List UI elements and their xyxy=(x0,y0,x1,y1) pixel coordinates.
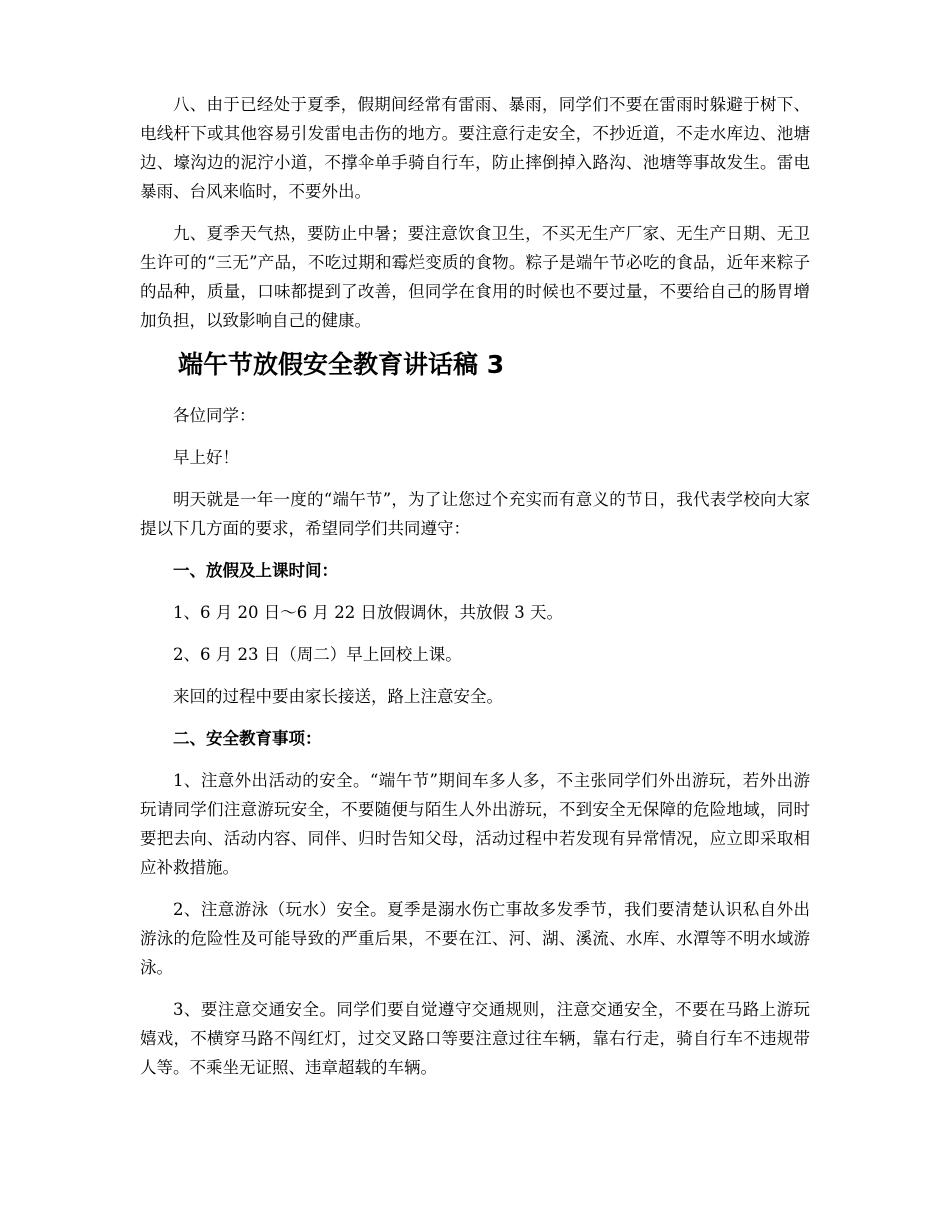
section1-title: 一、放假及上课时间： xyxy=(173,561,338,580)
section1-item-2: 2、6 月 23 日（周二）早上回校上课。 xyxy=(173,645,462,664)
section2-title: 二、安全教育事项： xyxy=(173,729,322,748)
section2-item-3: 3、要注意交通安全。同学们要自觉遵守交通规则，注意交通安全，不要在马路上游玩嬉戏，不横穿马路不闯红灯，过交叉路口等要注意过往车辆，靠右行走，骑自行车不违规带人等。不乘坐无证照、违章超载的车辆。 xyxy=(140,1000,810,1077)
section1-item-1: 1、6 月 20 日～6 月 22 日放假调休，共放假 3 天。 xyxy=(173,603,563,622)
document-page xyxy=(140,90,810,1082)
paragraph-eight: 八、由于已经处于夏季，假期间经常有雷雨、暴雨，同学们不要在雷雨时躲避于树下、电线杆下或其他容易引发雷电击伤的地方。要注意行走安全，不抄近道，不走水库边、池塘边、壕沟边的泥泞小道，不撑伞单手骑自行车，防止摔倒掉入路沟、池塘等事故发生。雷电暴雨、台风来临时，不要外出。 xyxy=(140,95,810,201)
section2-item-1: 1、注意外出活动的安全。“端午节”期间车多人多，不主张同学们外出游玩，若外出游玩请同学们注意游玩安全，不要随便与陌生人外出游玩，不到安全无保障的危险地域，同时要把去向、活动内容、同伴、归时告知父母，活动过程中若发现有异常情况，应立即采取相应补救措施。 xyxy=(140,771,810,877)
section1-note: 来回的过程中要由家长接送，路上注意安全。 xyxy=(173,687,503,706)
section-heading: 端午节放假安全教育讲话稿 3 xyxy=(178,350,505,379)
morning-text: 早上好！ xyxy=(173,448,239,467)
paragraph-nine: 九、夏季天气热，要防止中暑；要注意饮食卫生，不买无生产厂家、无生产日期、无卫生许可的“三无”产品，不吃过期和霉烂变质的食物。粽子是端午节必吃的食品，近年来粽子的品种，质量，口味都提到了改善，但同学在食用的时候也不要过量，不要给自己的肠胃增加负担，以致影响自己的健康。 xyxy=(140,224,810,330)
intro-paragraph: 明天就是一年一度的“端午节”，为了让您过个充实而有意义的节日，我代表学校向大家提以下几方面的要求，希望同学们共同遵守： xyxy=(140,490,810,538)
section2-item-2: 2、注意游泳（玩水）安全。夏季是溺水伤亡事故多发季节，我们要清楚认识私自外出游泳的危险性及可能导致的严重后果，不要在江、河、湖、溪流、水库、水潭等不明水域游泳。 xyxy=(140,900,810,977)
greeting-text: 各位同学： xyxy=(173,406,256,425)
